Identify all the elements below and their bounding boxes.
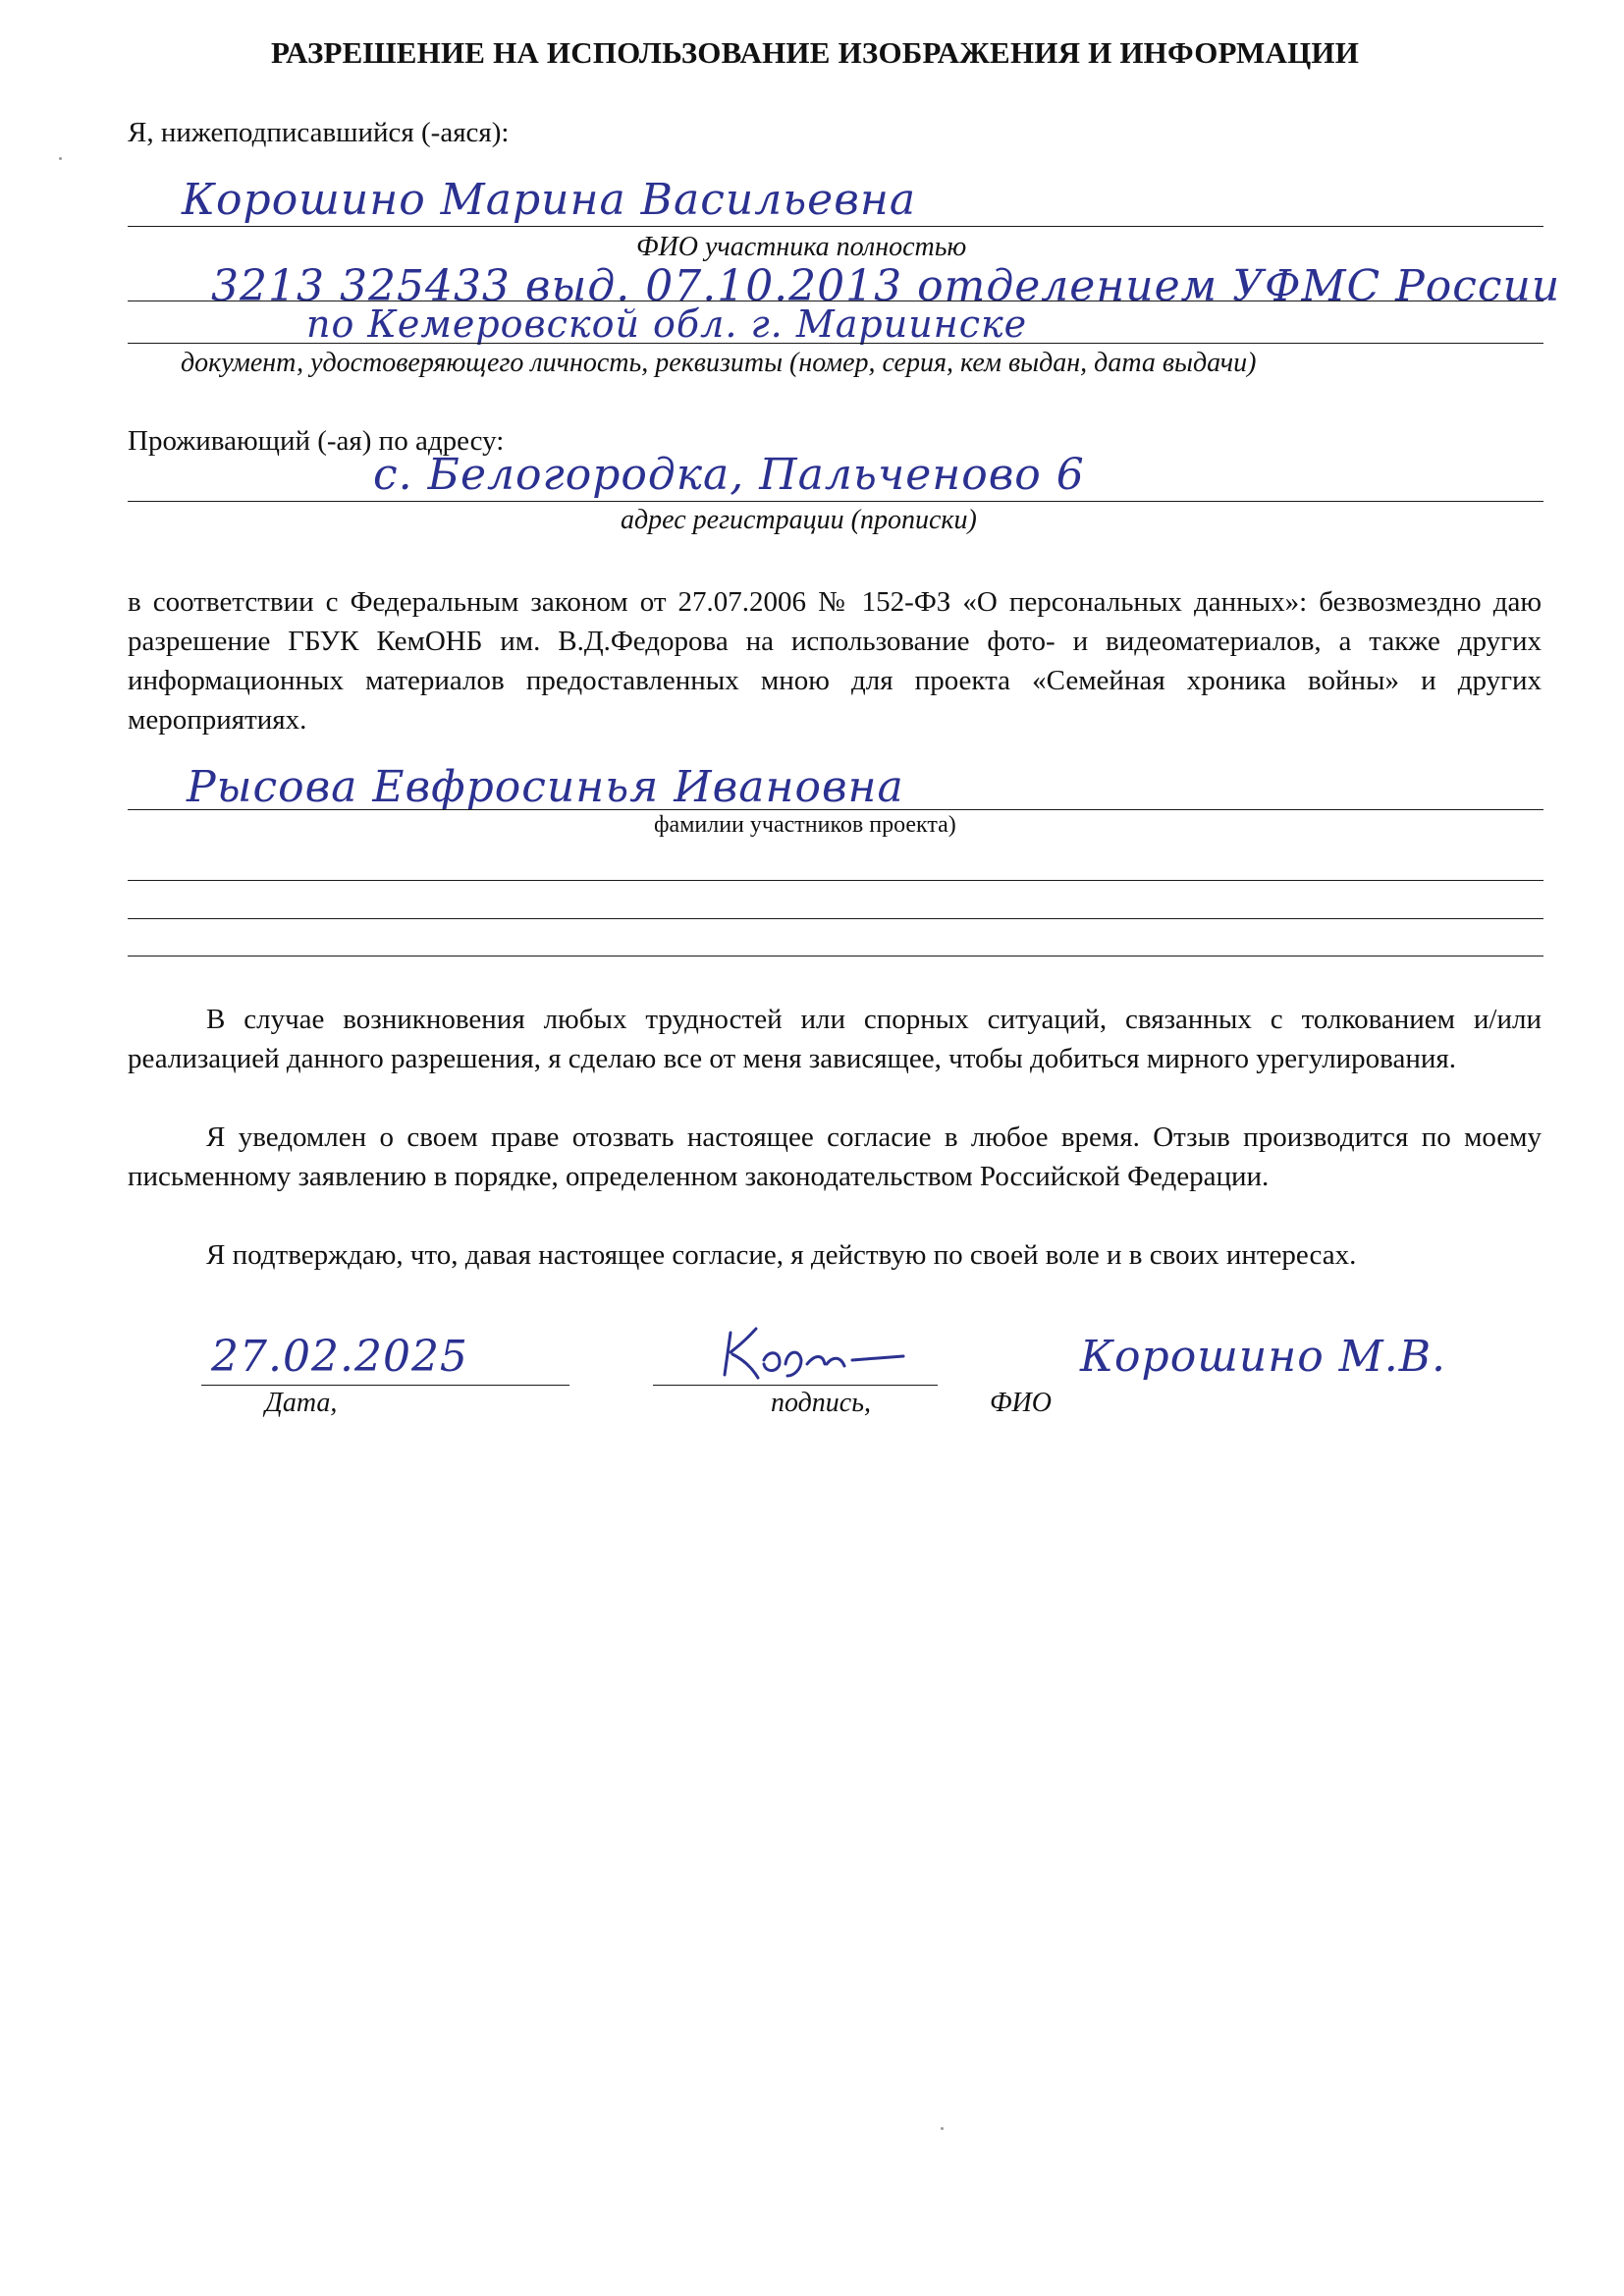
scan-speck [941, 2127, 944, 2130]
scan-speck [59, 157, 62, 160]
handwritten-signature [717, 1321, 923, 1390]
document-title: РАЗРЕШЕНИЕ НА ИСПОЛЬЗОВАНИЕ ИЗОБРАЖЕНИЯ И ИНФОРМАЦИИ [270, 35, 1360, 70]
handwritten-id-document-line1: 3213 325433 выд. 07.10.2013 отделением УФМС России [211, 261, 1561, 311]
handwritten-address: с. Белогородка, Пальченово 6 [373, 450, 1085, 500]
caption-id-document: документ, удостоверяющего личность, реквизиты (номер, серия, кем выдан, дата выдачи) [181, 348, 1257, 378]
handwritten-participant-name: Корошино Марина Васильевна [182, 175, 917, 225]
signature-label: подпись, [771, 1388, 871, 1418]
date-underline [201, 1385, 569, 1386]
fio-label: ФИО [990, 1388, 1052, 1418]
participants-underline-4 [128, 956, 1543, 957]
paragraph-confirmation: Я подтверждаю, что, давая настоящее согласие, я действую по своей воле и в своих интересах. [206, 1239, 1357, 1271]
date-label: Дата, [265, 1388, 338, 1418]
intro-label: Я, нижеподписавшийся (-аяся): [128, 117, 510, 148]
address-underline [128, 501, 1543, 502]
address-label: Проживающий (-ая) по адресу: [128, 425, 505, 457]
handwritten-date: 27.02.2025 [211, 1332, 468, 1382]
consent-paragraph: в соответствии с Федеральным законом от 27.07.2006 № 152-ФЗ «О персональных данных»: безвозмездно даю разрешение ГБУК КемОНБ им. В.Д.Федорова на использование фото- и видеоматериалов, а также других информационных материалов предоставленных мною для проекта «Семейная хроника войны» и других мероприятиях. [128, 586, 1542, 736]
caption-project-participants: фамилии участников проекта) [654, 812, 956, 838]
participants-underline-3 [128, 918, 1543, 919]
participants-underline-2 [128, 880, 1543, 881]
name-underline [128, 226, 1543, 227]
handwritten-id-document-line2: по Кемеровской обл. г. Мариинске [306, 302, 1028, 346]
paragraph-revocation: Я уведомлен о своем праве отозвать настоящее согласие в любое время. Отзыв производится по моему письменному заявлению в порядке, определенном законодательством Российской Федерации. [128, 1121, 1542, 1192]
paragraph-dispute-resolution: В случае возникновения любых трудностей или спорных ситуаций, связанных с толкованием и/или реализацией данного разрешения, я сделаю все от меня зависящее, чтобы добиться мирного урегулирования. [128, 1004, 1542, 1074]
id-document-underline-2 [128, 343, 1543, 344]
participants-underline-1 [128, 809, 1543, 810]
handwritten-fio: Корошино М.В. [1080, 1332, 1447, 1382]
signature-underline [653, 1385, 938, 1386]
caption-participant-name: ФИО участника полностью [636, 232, 967, 262]
handwritten-project-participants: Рысова Евфросинья Ивановна [187, 762, 904, 812]
caption-address: адрес регистрации (прописки) [621, 505, 977, 535]
